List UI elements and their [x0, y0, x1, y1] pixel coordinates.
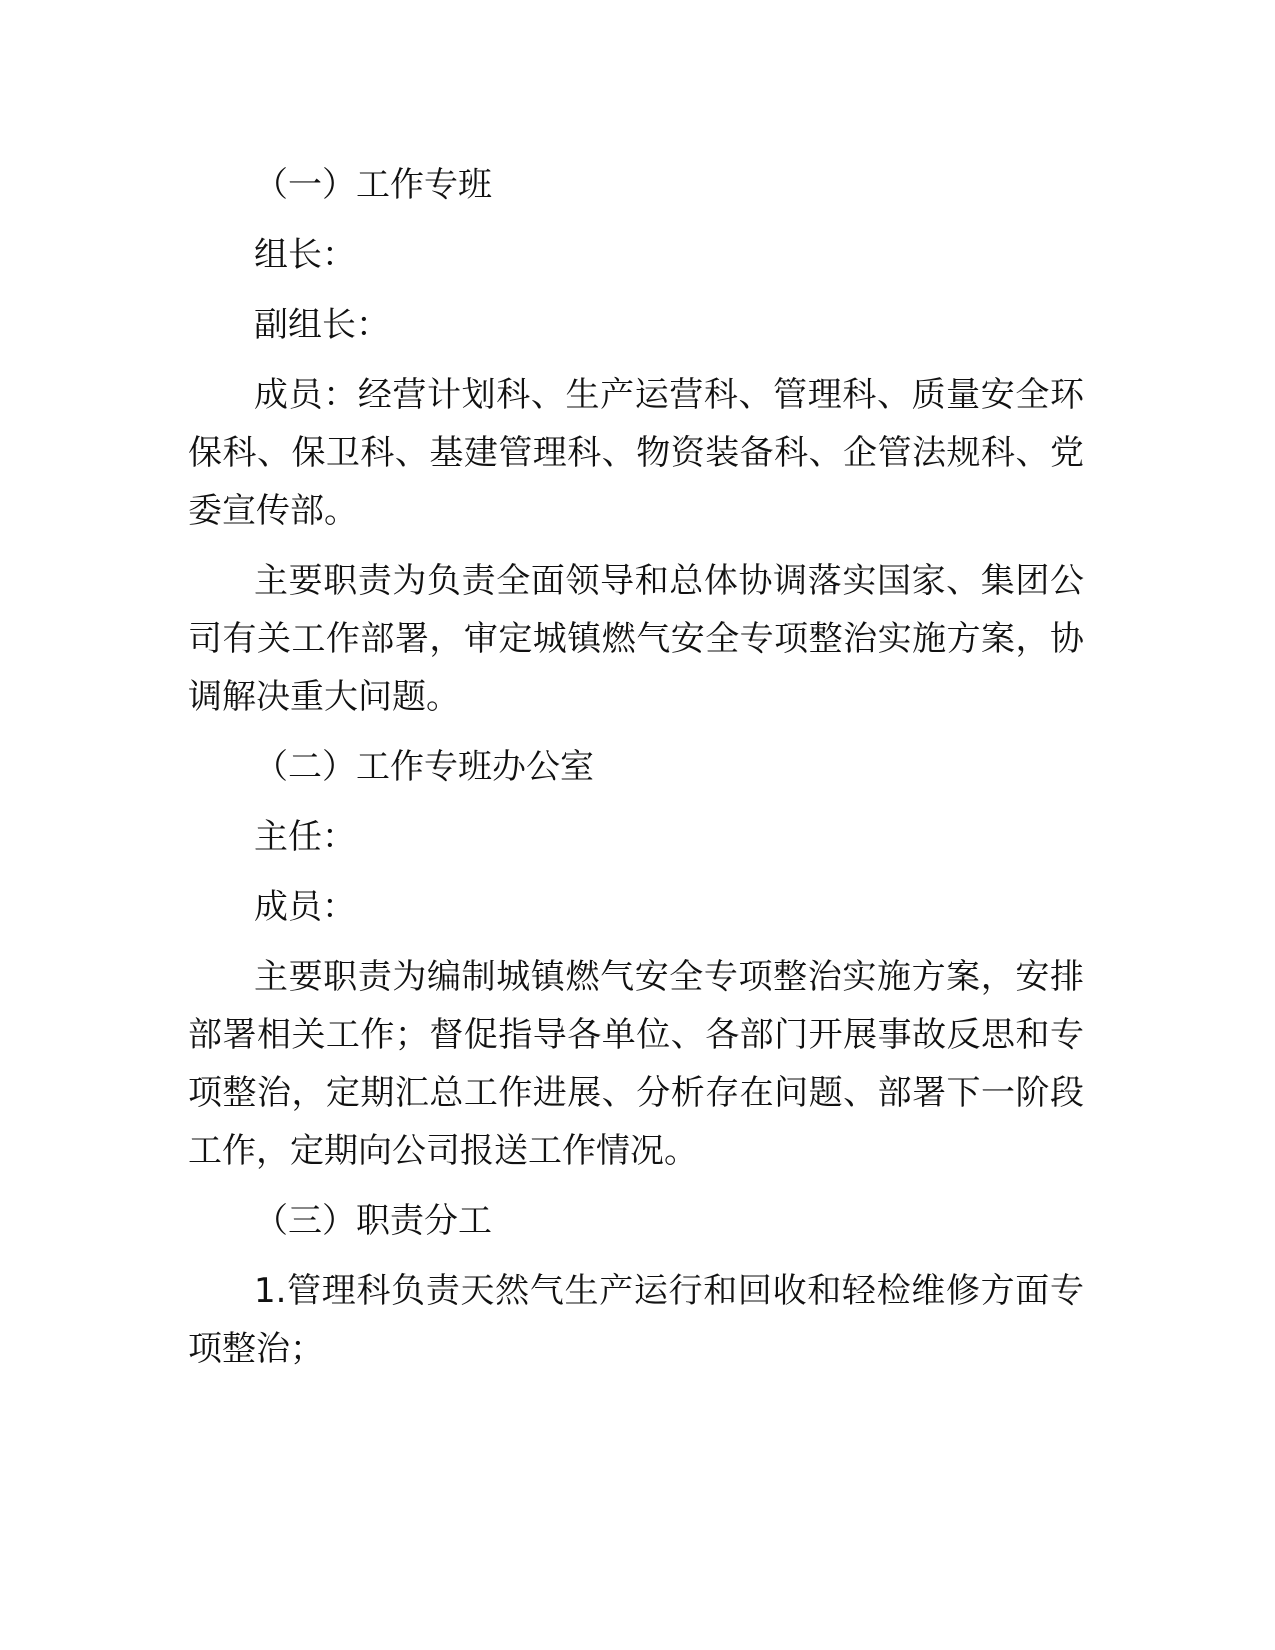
section-heading-work-team: （一）工作专班: [254, 165, 492, 205]
office-director-line: 主任：: [254, 817, 356, 857]
team-duties-paragraph: 主要职责为负责全面领导和总体协调落实国家、集团公司有关工作部署，审定城镇燃气安全专项整治实施方案，协调解决重大问题。: [188, 561, 1084, 717]
section-heading-office: （二）工作专班办公室: [254, 747, 594, 787]
office-duties-paragraph: 主要职责为编制城镇燃气安全专项整治实施方案，安排部署相关工作；督促指导各单位、各部门开展事故反思和专项整治，定期汇总工作进展、分析存在问题、部署下一阶段工作，定期向公司报送工作情况。: [188, 957, 1084, 1171]
document-body: [188, 156, 1084, 1390]
team-leader-line: 组长：: [254, 235, 356, 275]
team-members-paragraph: 成员：经营计划科、生产运营科、管理科、质量安全环保科、保卫科、基建管理科、物资装备科、企管法规科、党委宣传部。: [188, 375, 1084, 531]
deputy-leader-line: 副组长：: [254, 305, 390, 345]
office-members-line: 成员：: [254, 887, 356, 927]
section-heading-division: （三）职责分工: [254, 1201, 492, 1241]
division-item-1: 1.管理科负责天然气生产运行和回收和轻检维修方面专项整治；: [188, 1271, 1084, 1369]
